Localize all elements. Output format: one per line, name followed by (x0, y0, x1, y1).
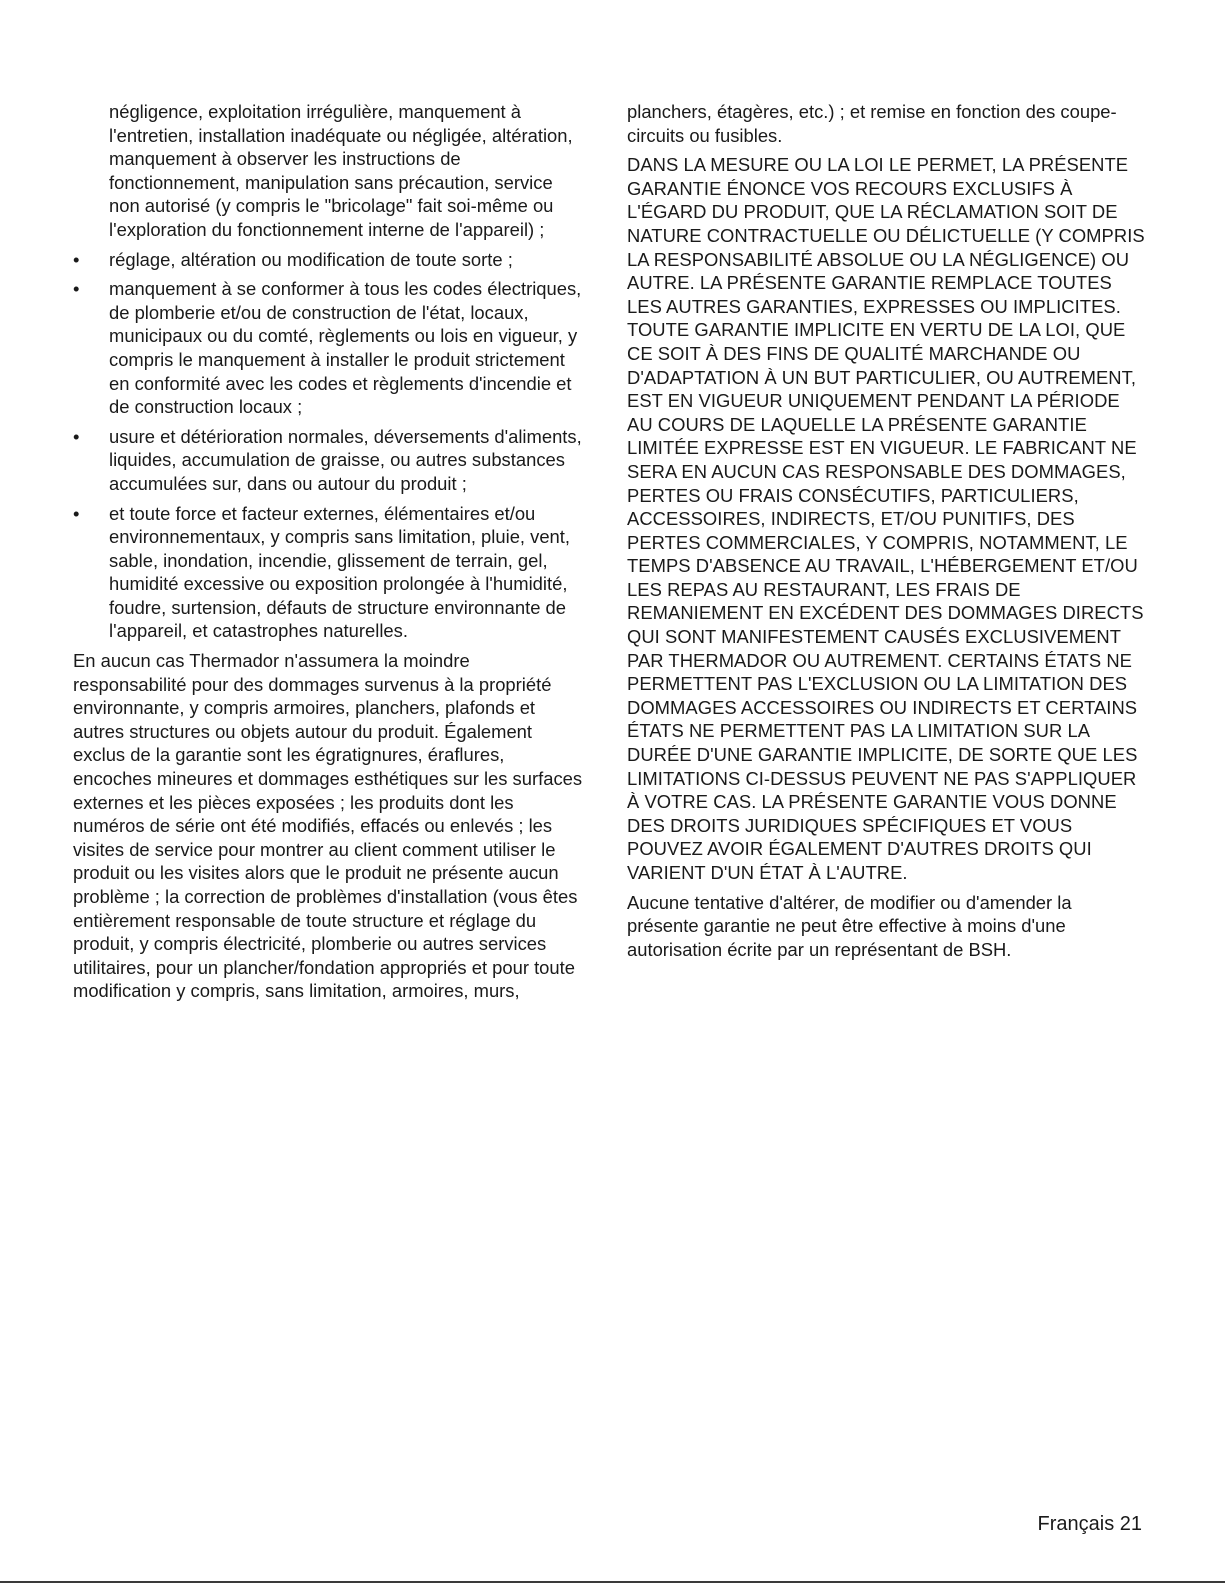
liability-paragraph: En aucun cas Thermador n'assumera la moindre responsabilité pour des dommages survenus à la propriété environnante, y compris armoires, planchers, plafonds et autres structures ou objets autour du produit. Également exclus de la garantie sont les égratignures, éraflures, encoches mineures et dommages esthétiques sur les surfaces externes et les pièces exposées ; les produits dont les numéros de série ont été modifiés, effacés ou enlevés ; les visites de service pour montrer au client comment utiliser le produit ou les visites alors que le produit ne présente aucun problème ; la correction de problèmes d'installation (vous êtes entièrement responsable de toute structure et réglage du produit, y compris électricité, plomberie ou autres services utilitaires, pour un plancher/fondation appropriés et pour toute modification y compris, sans limitation, armoires, murs, (73, 650, 583, 1002)
bullet-icon: • (73, 248, 80, 270)
exclusion-list (73, 248, 588, 644)
continuation-paragraph: négligence, exploitation irrégulière, manquement à l'entretien, installation inadéquate ou négligée, altération, manquement à observer les instructions de fonctionnement, manipulation sans précaution, service non autorisé (y compris le "bricolage" fait soi-même ou l'exploration du fonctionnement interne de l'appareil) ; (109, 101, 573, 240)
list-item (73, 248, 588, 272)
list-item (73, 277, 588, 419)
bullet-icon: • (73, 502, 80, 524)
bullet-icon: • (73, 278, 80, 300)
warranty-disclaimer-paragraph: DANS LA MESURE OU LA LOI LE PERMET, LA PRÉSENTE GARANTIE ÉNONCE VOS RECOURS EXCLUSIFS À L'ÉGARD DU PRODUIT, QUE LA RÉCLAMATION SOIT DE NATURE CONTRACTUELLE OU DÉLICTUELLE (Y COMPRIS LA RESPONSABILITÉ ABSOLUE OU LA NÉGLIGENCE) OU AUTRE. LA PRÉSENTE GARANTIE REMPLACE TOUTES LES AUTRES GARANTIES, EXPRESSES OU IMPLICITES. TOUTE GARANTIE IMPLICITE EN VERTU DE LA LOI, QUE CE SOIT À DES FINS DE QUALITÉ MARCHANDE OU D'ADAPTATION À UN BUT PARTICULIER, OU AUTREMENT, EST EN VIGUEUR UNIQUEMENT PENDANT LA PÉRIODE AU COURS DE LAQUELLE LA PRÉSENTE GARANTIE LIMITÉE EXPRESSE EST EN VIGUEUR. LE FABRICANT NE SERA EN AUCUN CAS RESPONSABLE DES DOMMAGES, PERTES OU FRAIS CONSÉCUTIFS, PARTICULIERS, ACCESSOIRES, INDIRECTS, ET/OU PUNITIFS, DES PERTES COMMERCIALES, Y COMPRIS, NOTAMMENT, LE TEMPS D'ABSENCE AU TRAVAIL, L'HÉBERGEMENT ET/OU LES REPAS AU RESTAURANT, LES FRAIS DE REMANIEMENT EN EXCÉDENT DES DOMMAGES DIRECTS QUI SONT MANIFESTEMENT CAUSÉS EXCLUSIVEMENT PAR THERMADOR OU AUTREMENT. CERTAINS ÉTATS NE PERMETTENT PAS L'EXCLUSION OU LA LIMITATION DES DOMMAGES ACCESSOIRES OU INDIRECTS ET CERTAINS ÉTATS NE PERMETTENT PAS LA LIMITATION SUR LA DURÉE D'UNE GARANTIE IMPLICITE, DE SORTE QUE LES LIMITATIONS CI-DESSUS PEUVENT NE PAS S'APPLIQUER À VOTRE CAS. LA PRÉSENTE GARANTIE VOUS DONNE DES DROITS JURIDIQUES SPÉCIFIQUES ET VOUS POUVEZ AVOIR ÉGALEMENT D'AUTRES DROITS QUI VARIENT D'UN ÉTAT À L'AUTRE. (627, 154, 1145, 883)
bullet-icon: • (73, 425, 80, 447)
list-item (73, 502, 588, 644)
right-column (627, 100, 1147, 967)
list-item-text: manquement à se conformer à tous les codes électriques, de plomberie et/ou de construction de l'état, locaux, municipaux ou du comté, règlements ou lois en vigueur, y compris le manquement à installer le produit strictement en conformité avec les codes et règlements d'incendie et de construction locaux ; (109, 278, 582, 418)
page-number: Français 21 (1037, 1513, 1142, 1535)
list-item-text: réglage, altération ou modification de toute sorte ; (109, 248, 513, 270)
bottom-divider (0, 1581, 1225, 1583)
list-item (73, 425, 588, 496)
list-item-text: et toute force et facteur externes, élémentaires et/ou environnementaux, y compris sans limitation, pluie, vent, sable, inondation, incendie, glissement de terrain, gel, humidité excessive ou exposition prolongée à l'humidité, foudre, surtension, défauts de structure environnante de l'appareil, et catastrophes naturelles. (109, 502, 571, 642)
closing-paragraph: Aucune tentative d'altérer, de modifier ou d'amender la présente garantie ne peut être effective à moins d'une autorisation écrite par un représentant de BSH. (627, 891, 1072, 960)
continuation-paragraph: planchers, étagères, etc.) ; et remise en fonction des coupe-circuits ou fusibles. (627, 101, 1117, 146)
list-item-text: usure et détérioration normales, déversements d'aliments, liquides, accumulation de graisse, ou autres substances accumulées sur, dans ou autour du produit ; (109, 425, 582, 494)
left-column (73, 100, 588, 1009)
